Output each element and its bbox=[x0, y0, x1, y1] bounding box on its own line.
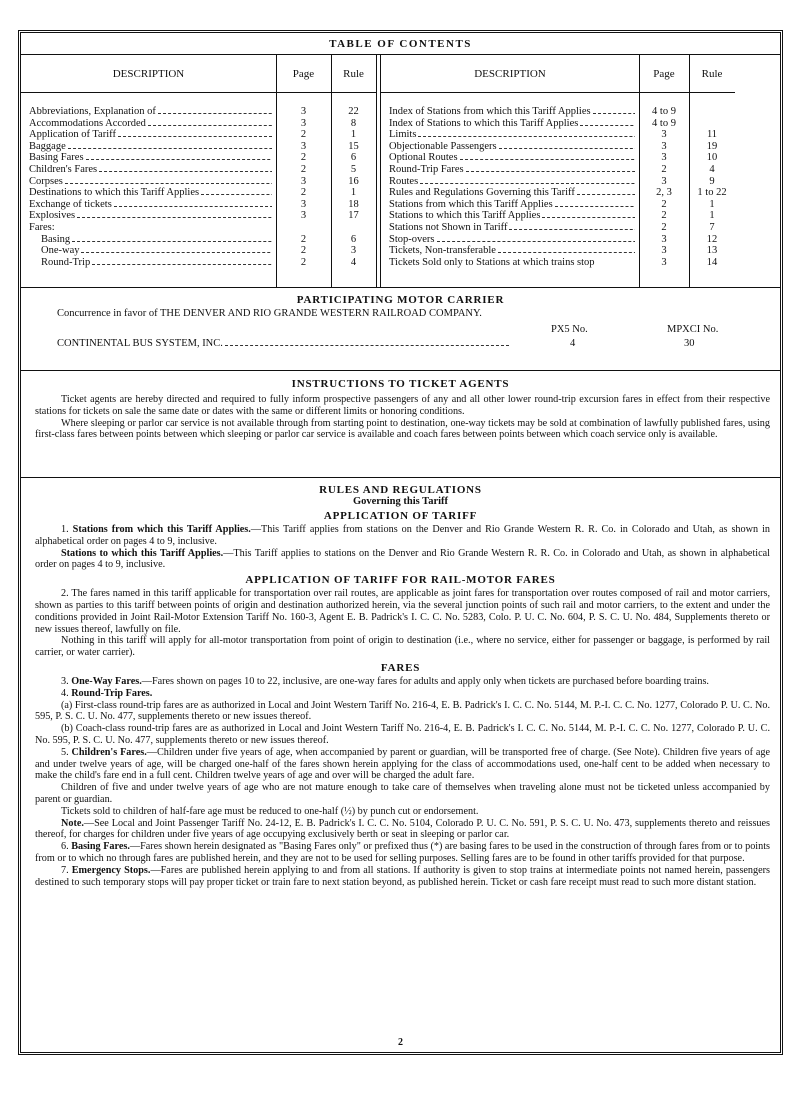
pmc-value-2: 30 bbox=[684, 338, 695, 349]
rule-5b: Children of five and under twelve years of age who are not mature enough to take care of themselves when traveling alone must not be ticketed unless accompanied by parent or guardian. bbox=[35, 782, 770, 805]
toc-row-rule: 11 bbox=[706, 129, 718, 141]
instructions-to-ticket-agents bbox=[21, 371, 780, 478]
toc-row-description: Stations to which this Tariff Applies bbox=[389, 210, 635, 222]
toc-row-description: Index of Stations to which this Tariff Applies bbox=[389, 118, 635, 130]
toc-row-page: 3 bbox=[300, 210, 307, 222]
toc-row-page: 2 bbox=[300, 187, 307, 199]
toc-row bbox=[381, 141, 780, 153]
toc-row-description: Children's Fares bbox=[29, 164, 272, 176]
toc-row-rule: 1 bbox=[350, 187, 357, 199]
toc-row-description: Optional Routes bbox=[389, 152, 635, 164]
toc-row-description: Tickets, Non-transferable bbox=[389, 245, 635, 257]
toc-row bbox=[381, 106, 780, 118]
toc-row-description: Destinations to which this Tariff Applies bbox=[29, 187, 272, 199]
instructions-title: INSTRUCTIONS TO TICKET AGENTS bbox=[291, 378, 510, 390]
toc-row bbox=[21, 152, 376, 164]
instructions-paragraph-1: Ticket agents are hereby directed and required to fully inform prospective passengers of any and all other lower round-trip excursion fares in effect from their respective stations for tickets on sale the same date or dates with the same or different limits or honoring conditions. bbox=[35, 394, 770, 417]
toc-row-page: 2 bbox=[300, 256, 307, 268]
toc-row-page: 3 bbox=[661, 245, 667, 257]
toc-row-description: One-way bbox=[41, 245, 272, 257]
tariff-page bbox=[18, 30, 783, 1055]
toc-row-description: Index of Stations from which this Tariff Applies bbox=[389, 106, 635, 118]
toc-row-page: 2 bbox=[300, 152, 307, 164]
rules-and-regulations bbox=[21, 478, 780, 888]
toc-row-page: 3 bbox=[661, 175, 667, 187]
toc-row-page: 3 bbox=[300, 140, 307, 152]
toc-row-description: Exchange of tickets bbox=[29, 199, 272, 211]
toc-row-rule: 1 bbox=[709, 210, 715, 222]
toc-row-rule: 1 bbox=[709, 198, 715, 210]
toc-row-page: 3 bbox=[300, 117, 307, 129]
rule-2b: Nothing in this tariff will apply for all-motor transportation from point of origin to destination (i.e., where no service, either for passenger or baggage, is performed by rail carrier, or water carrier). bbox=[35, 635, 770, 659]
toc-row-description: Tickets Sold only to Stations at which trains stop bbox=[389, 256, 595, 268]
toc-row-page: 2 bbox=[661, 210, 667, 222]
toc-row-description: Stations from which this Tariff Applies bbox=[389, 199, 635, 211]
toc-row bbox=[21, 234, 376, 246]
toc-row-page: 3 bbox=[661, 152, 667, 164]
toc-row bbox=[381, 234, 780, 246]
toc-row-rule: 1 to 22 bbox=[697, 187, 727, 199]
rule-5: 5. Children's Fares.—Children under five years of age, when accompanied by parent or guardian, will be transported free of charge. (See Note). Children five years of age and under twelve years of age, will be charged one-half of the fares shown herein applying for the class of accommodations used, one-half cent to be added when necessary to make the child's fare end in a full cent. Children twelve years of age and over will be charged the adult fare. bbox=[35, 746, 771, 782]
pmc-col1-header: PX5 No. bbox=[551, 324, 588, 335]
toc-row bbox=[21, 245, 376, 257]
toc-row-page: 2 bbox=[300, 233, 307, 245]
toc-row-description: Limits bbox=[389, 129, 635, 141]
rule-1b: Stations to which this Tariff Applies.—This Tariff applies to stations on the Denver and Rio Grande Western R. R. Co. in Colorado and Utah, as shown in alphabetical order on pages 4 to 9, inclusive. bbox=[35, 547, 770, 571]
rules-subtitle: Governing this Tariff bbox=[352, 496, 449, 507]
toc-row-rule: 15 bbox=[348, 140, 359, 152]
toc-row-description: Objectionable Passengers bbox=[389, 141, 635, 153]
toc-row-rule: 1 bbox=[350, 129, 357, 141]
toc-row-rule: 19 bbox=[706, 140, 718, 152]
toc-row bbox=[21, 129, 376, 141]
toc-row-description: Corpses bbox=[29, 176, 272, 188]
toc-row-rule: 16 bbox=[348, 175, 359, 187]
toc-row bbox=[381, 187, 780, 199]
rule-4a: (a) First-class round-trip fares are as authorized in Local and Joint Western Tariff No. 216-4, E. B. Padrick's I. C. C. No. 5144, M. P.-I. C. C. No. 1277, Colorado P. U. C. No. 595, P. S. C. U. No. 477, supplements thereto or new issues thereof. bbox=[35, 699, 770, 723]
rail-motor-title: APPLICATION OF TARIFF FOR RAIL-MOTOR FARES bbox=[245, 574, 556, 587]
rule-1: 1. Stations from which this Tariff Applies.—This Tariff applies from stations on the Denver and Rio Grande Western R. R. Co. in Colorado and Utah, as shown in alphabetical order on pages 4 to 9, inclusive. bbox=[35, 524, 771, 547]
toc-row-page: 2 bbox=[300, 245, 307, 257]
toc-row-page: 3 bbox=[300, 175, 307, 187]
rule-3: 3. One-Way Fares.—Fares shown on pages 10 to 22, inclusive, are one-way fares for adults and apply only when tickets are purchased before boarding trains. bbox=[61, 675, 709, 687]
toc-row bbox=[21, 187, 376, 199]
rule-2: 2. The fares named in this tariff applicable for transportation over rail routes, are applicable as joint fares for transportation over routes composed of rail and motor carriers, shown as parties to this tariff between points of origin and destination authorized herein, via the several junction points of such rail and motor carriers, to the extent and under the conditions provided in Joint Rail-Motor Extension Tariff No. 160-3, Agent E. B. Padrick's I. C. C. No. 5283, Colo. P. U. C. No. 604, P. S. C. U. No. 484, Supplements thereto or new issues thereof, lawfully on file. bbox=[35, 588, 770, 635]
toc-row bbox=[381, 222, 780, 234]
toc-title: TABLE OF CONTENTS bbox=[21, 33, 780, 55]
toc-left-column bbox=[21, 55, 376, 287]
toc-row-description: Baggage bbox=[29, 141, 272, 153]
fares-title: FARES bbox=[380, 661, 421, 674]
toc-row bbox=[381, 199, 780, 211]
toc-row-rule: 6 bbox=[350, 152, 357, 164]
toc-row bbox=[381, 257, 780, 269]
toc-row bbox=[381, 176, 780, 188]
toc-row-description: Abbreviations, Explanation of bbox=[29, 106, 272, 118]
toc-row-rule: 13 bbox=[706, 245, 718, 257]
participating-motor-carrier bbox=[21, 288, 780, 371]
toc-row-description: Basing bbox=[41, 234, 272, 246]
rule-6: 6. Basing Fares.—Fares shown herein designated as "Basing Fares only" or prefixed thus (*) are basing fares to be used in the construction of through fares from or to points from or to which no through fares are published herein, and they are not to be used for selling purposes. Selling fares are to be found in other tariffs provided for that purpose. bbox=[35, 841, 771, 864]
toc-row bbox=[381, 152, 780, 164]
toc-row-page: 3 bbox=[661, 129, 667, 141]
toc-row-rule: 6 bbox=[350, 233, 357, 245]
toc-left-header-page: Page bbox=[276, 55, 331, 93]
toc-row-page: 3 bbox=[300, 106, 307, 117]
toc-right-header-description: DESCRIPTION bbox=[381, 55, 639, 93]
toc-row-description: Stop-overs bbox=[389, 234, 635, 246]
toc-row bbox=[21, 257, 376, 269]
toc-row-description: Fares: bbox=[29, 221, 55, 233]
toc-row-page: 2 bbox=[661, 163, 667, 175]
toc-row-description: Explosives bbox=[29, 210, 272, 222]
toc-row bbox=[21, 118, 376, 130]
toc-row-rule: 22 bbox=[348, 106, 359, 117]
toc-right-header-rule: Rule bbox=[689, 55, 735, 93]
toc-right-header-page: Page bbox=[639, 55, 689, 93]
toc-row-rule: 4 bbox=[709, 163, 715, 175]
toc-row bbox=[381, 164, 780, 176]
toc-row-page: 3 bbox=[661, 140, 667, 152]
toc-row-description: Application of Tariff bbox=[29, 129, 272, 141]
toc-row bbox=[21, 141, 376, 153]
toc-row-page: 2 bbox=[661, 221, 667, 233]
toc-left-header-description: DESCRIPTION bbox=[21, 55, 276, 93]
toc-row-rule: 3 bbox=[350, 245, 357, 257]
toc-row-description: Routes bbox=[389, 176, 635, 188]
toc-row-rule: 17 bbox=[348, 210, 359, 222]
pmc-concurrence: Concurrence in favor of THE DENVER AND RIO GRANDE WESTERN RAILROAD COMPANY. bbox=[57, 308, 482, 319]
toc-row bbox=[21, 199, 376, 211]
toc-row-rule: 7 bbox=[709, 221, 715, 233]
toc-row bbox=[381, 210, 780, 222]
toc-row-rule: 18 bbox=[348, 198, 359, 210]
toc-row-page: 3 bbox=[300, 198, 307, 210]
toc-row-page: 2 bbox=[300, 163, 307, 175]
toc-row bbox=[21, 164, 376, 176]
toc-left-header-rule: Rule bbox=[331, 55, 376, 93]
toc-right-rows bbox=[381, 106, 780, 268]
toc-row-description: Basing Fares bbox=[29, 152, 272, 164]
toc-row bbox=[381, 118, 780, 130]
rule-5c: Tickets sold to children of half-fare age must be reduced to one-half (½) by punch cut or endorsement. bbox=[61, 805, 479, 817]
page-number: 2 bbox=[398, 1037, 403, 1048]
toc-row bbox=[381, 245, 780, 257]
toc-row-rule: 12 bbox=[706, 233, 718, 245]
pmc-carrier bbox=[57, 338, 509, 349]
toc-row-description: Round-Trip bbox=[41, 257, 272, 269]
toc-row-page: 2 bbox=[300, 129, 307, 141]
toc-row-description: Stations not Shown in Tariff bbox=[389, 222, 635, 234]
pmc-title: PARTICIPATING MOTOR CARRIER bbox=[296, 294, 505, 306]
rule-4: 4. Round-Trip Fares. bbox=[61, 687, 153, 699]
toc-row-rule: 4 bbox=[350, 256, 357, 268]
toc-row bbox=[381, 129, 780, 141]
toc-row-description: Accommodations Accorded bbox=[29, 118, 272, 130]
toc-row bbox=[21, 106, 376, 118]
toc-row bbox=[21, 210, 376, 222]
pmc-carrier-name: CONTINENTAL BUS SYSTEM, INC. bbox=[57, 338, 223, 349]
table-of-contents bbox=[21, 33, 780, 288]
toc-row-rule: 9 bbox=[709, 175, 715, 187]
pmc-value-1: 4 bbox=[570, 338, 576, 349]
toc-row-page: 2, 3 bbox=[656, 187, 672, 199]
toc-row-page: 4 to 9 bbox=[652, 117, 676, 129]
toc-row bbox=[21, 222, 376, 234]
toc-row-rule: 5 bbox=[350, 163, 357, 175]
toc-right-column bbox=[381, 55, 780, 287]
pmc-col2-header: MPXCI No. bbox=[667, 324, 719, 335]
rule-4b: (b) Coach-class round-trip fares are as authorized in Local and Joint Western Tariff No. 216-4, E. B. Padrick's I. C. C. No. 5144, M. P.-I. C. C. No. 1277, Colorado P. U. C. No. 595, P. S. C. U. No. 477, supplements thereto or new issues thereof. bbox=[35, 723, 770, 746]
toc-row-description: Round-Trip Fares bbox=[389, 164, 635, 176]
toc-row bbox=[21, 176, 376, 188]
rule-7: 7. Emergency Stops.—Fares are published herein applying to and from all stations. If authority is given to stop trains at intermediate points not named herein, passengers destined to such temporary stops will pay proper ticket or train fare to next station beyond, as published herein. Ticket or cash fare receipt must read to such more distant station. bbox=[35, 864, 771, 888]
toc-row-page: 2 bbox=[661, 198, 667, 210]
toc-row-page: 3 bbox=[661, 256, 667, 268]
toc-row-description: Rules and Regulations Governing this Tariff bbox=[389, 187, 635, 199]
toc-row-rule: 10 bbox=[706, 152, 718, 164]
application-title: APPLICATION OF TARIFF bbox=[323, 510, 478, 522]
instructions-paragraph-2: Where sleeping or parlor car service is not available through from starting point to destination, one-way tickets may be sold at combination of lawfully published fares, using first-class fares between points between which sleeping or parlor car service is available and coach fares between points between which coach service only is available. bbox=[35, 417, 770, 441]
toc-row-rule: 8 bbox=[350, 117, 357, 129]
toc-row-rule: 14 bbox=[706, 256, 718, 268]
toc-row-page: 4 to 9 bbox=[652, 106, 676, 117]
rules-title: RULES AND REGULATIONS bbox=[319, 484, 482, 496]
toc-row-page: 3 bbox=[661, 233, 667, 245]
toc-left-rows bbox=[21, 106, 376, 268]
rule-5-note: Note.—See Local and Joint Passenger Tariff No. 24-12, E. B. Padrick's I. C. C. No. 5104, Colorado P. U. C. No. 591, P. S. C. U. No. 473, supplements thereto and reissues thereof, for charges for children under five years of age occupying exclusively berth or seat in sleeping or parlor car. bbox=[35, 817, 770, 841]
